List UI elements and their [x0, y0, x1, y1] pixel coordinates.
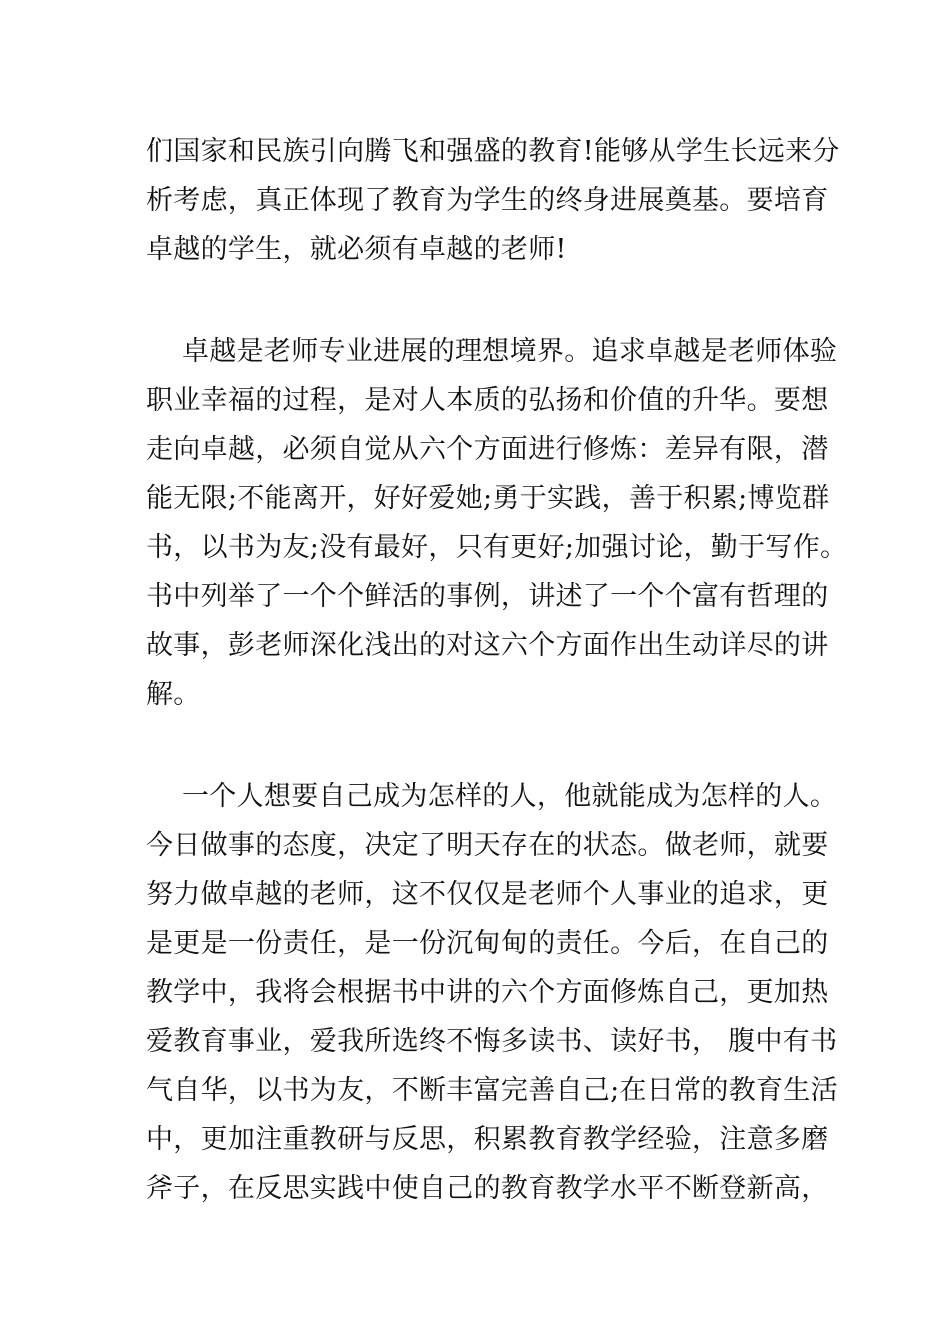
text-line: 能无限;不能离开，好好爱她;勇于实践，善于积累;博览群	[146, 483, 830, 514]
text-line: 析考虑，真正体现了教育为学生的终身进展奠基。要培育	[146, 185, 829, 216]
text-line: 走向卓越，必须自觉从六个方面进行修炼：差异有限，潜	[146, 434, 829, 465]
text-line: 书中列举了一个个鲜活的事例，讲述了一个个富有哲理的	[146, 581, 829, 612]
text-line: 故事，彭老师深化浅出的对这六个方面作出生动详尽的讲	[146, 630, 829, 661]
text-line: 一个人想要自己成为怎样的人，他就能成为怎样的人。	[182, 781, 838, 812]
text-line: 卓越的学生，就必须有卓越的老师!	[146, 234, 567, 265]
text-line: 卓越是老师专业进展的理想境界。追求卓越是老师体验	[182, 336, 838, 367]
text-line: 气自华，以书为友，不断丰富完善自己;在日常的教育生活	[146, 1075, 838, 1106]
text-line: 书，以书为友;没有最好，只有更好;加强讨论，勤于写作。	[146, 532, 848, 563]
text-line: 努力做卓越的老师，这不仅仅是老师个人事业的追求，更	[146, 879, 829, 910]
text-line: 斧子，在反思实践中使自己的教育教学水平不断登新高，	[146, 1173, 829, 1204]
text-line: 中，更加注重教研与反思，积累教育教学经验，注意多磨	[146, 1124, 829, 1155]
text-line: 是更是一份责任，是一份沉甸甸的责任。今后，在自己的	[146, 928, 829, 959]
text-line: 们国家和民族引向腾飞和强盛的教育!能够从学生长远来分	[146, 136, 840, 167]
text-line: 职业幸福的过程，是对人本质的弘扬和价值的升华。要想	[146, 385, 829, 416]
text-line: 今日做事的态度，决定了明天存在的状态。做老师，就要	[146, 830, 829, 861]
text-line: 爱教育事业，爱我所选终不悔多读书、读好书， 腹中有书	[146, 1026, 838, 1057]
text-line: 解。	[146, 679, 201, 710]
text-line: 教学中，我将会根据书中讲的六个方面修炼自己，更加热	[146, 977, 829, 1008]
